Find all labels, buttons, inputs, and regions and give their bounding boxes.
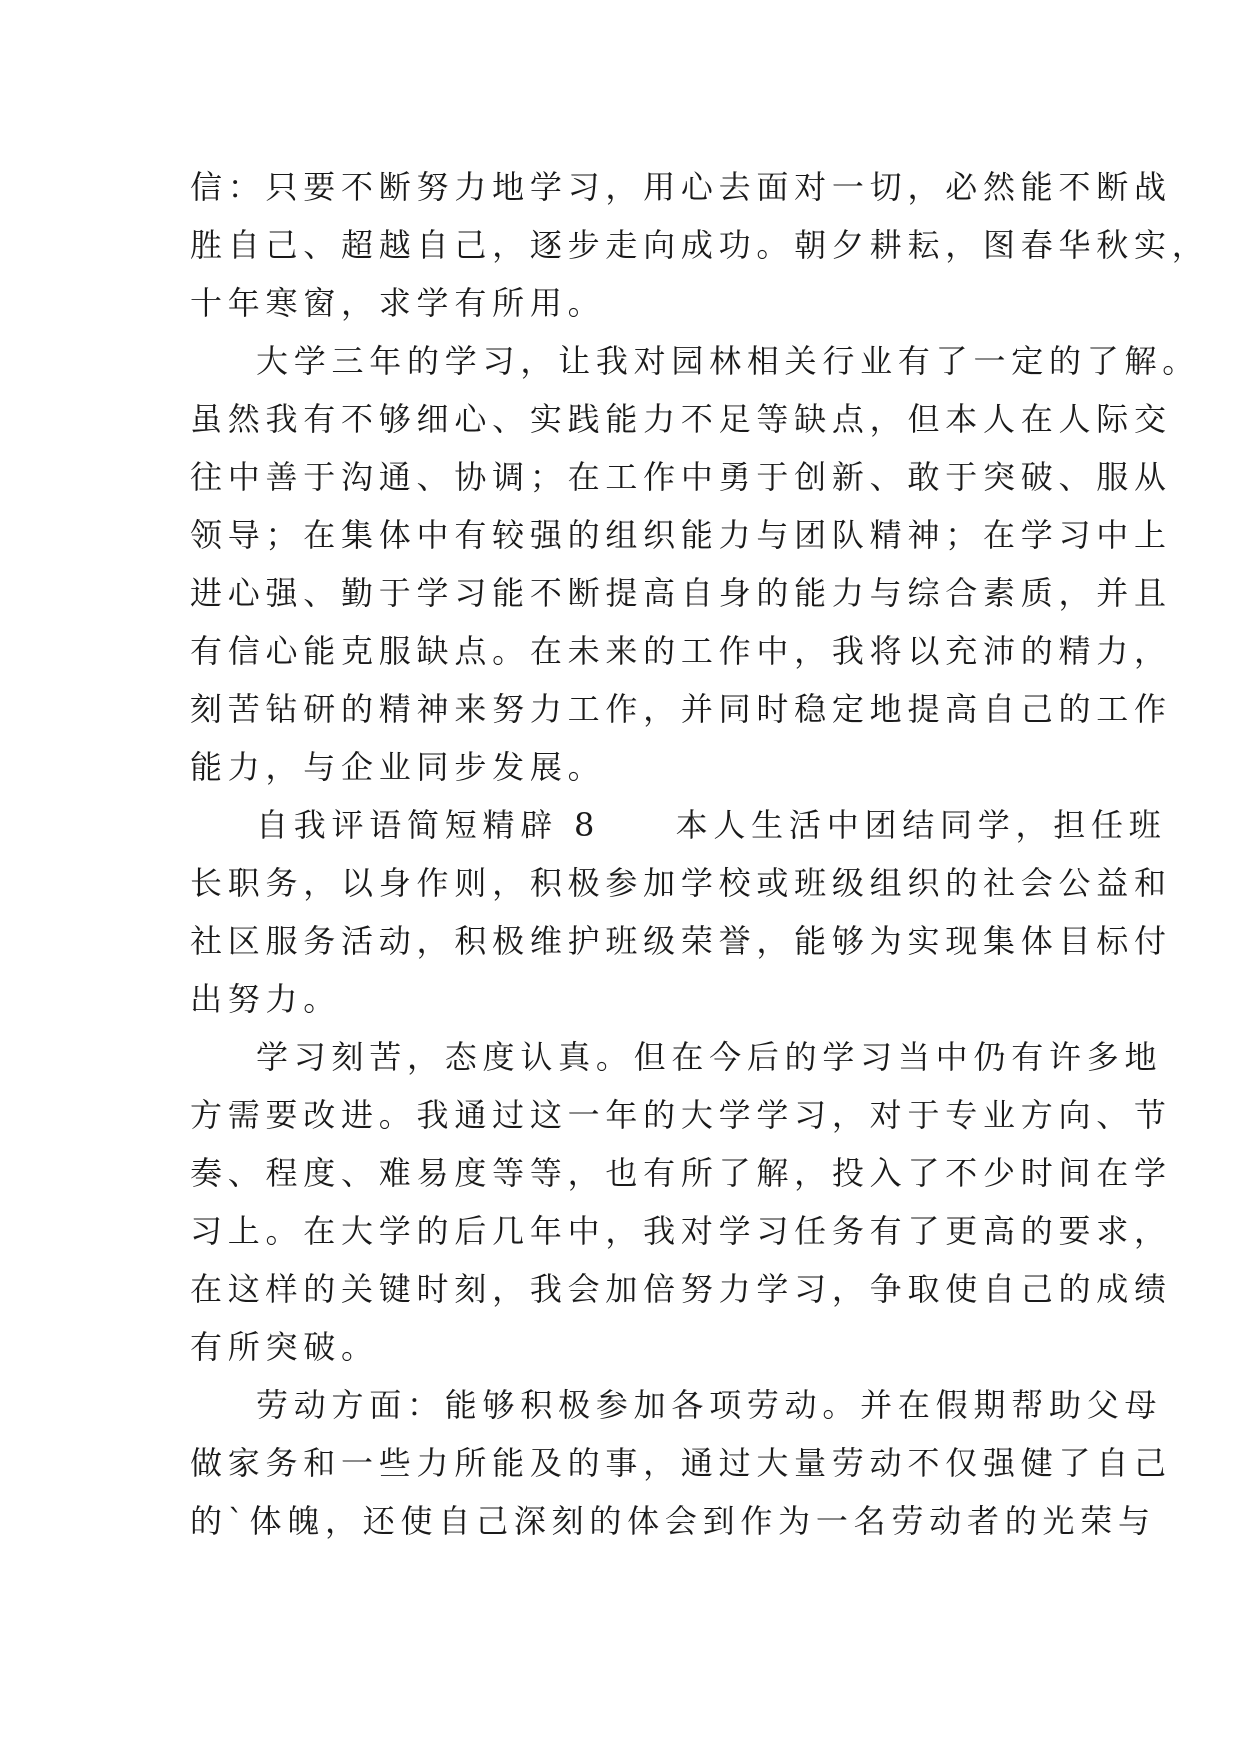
text-line: 有信心能克服缺点。在未来的工作中，我将以充沛的精力， — [190, 632, 1172, 670]
text-line: 信：只要不断努力地学习，用心去面对一切，必然能不断战 — [190, 168, 1172, 206]
paragraph-first-line: 劳动方面：能够积极参加各项劳动。并在假期帮助父母 — [256, 1386, 1163, 1424]
paragraph-first-line: 自我评语简短精辟 8 本人生活中团结同学，担任班 — [256, 806, 1167, 844]
text-line: 方需要改进。我通过这一年的大学学习，对于专业方向、节 — [190, 1096, 1172, 1134]
text-line: 往中善于沟通、协调；在工作中勇于创新、敢于突破、服从 — [190, 458, 1172, 496]
text-line: 在这样的关键时刻，我会加倍努力学习，争取使自己的成绩 — [190, 1270, 1172, 1308]
text-line: 能力，与企业同步发展。 — [190, 748, 606, 786]
paragraph-first-line: 学习刻苦，态度认真。但在今后的学习当中仍有许多地 — [256, 1038, 1163, 1076]
text-line: 习上。在大学的后几年中，我对学习任务有了更高的要求， — [190, 1212, 1172, 1250]
text-line: 做家务和一些力所能及的事，通过大量劳动不仅强健了自己 — [190, 1444, 1172, 1482]
document-body — [190, 158, 1210, 1550]
text-line: 进心强、勤于学习能不断提高自身的能力与综合素质，并且 — [190, 574, 1172, 612]
text-line: 领导；在集体中有较强的组织能力与团队精神；在学习中上 — [190, 516, 1172, 554]
text-line: 有所突破。 — [190, 1328, 379, 1366]
paragraph-first-line: 大学三年的学习，让我对园林相关行业有了一定的了解。 — [256, 342, 1201, 380]
text-line: 奏、程度、难易度等等，也有所了解，投入了不少时间在学 — [190, 1154, 1172, 1192]
text-line: 长职务，以身作则，积极参加学校或班级组织的社会公益和 — [190, 864, 1172, 902]
text-line: 虽然我有不够细心、实践能力不足等缺点，但本人在人际交 — [190, 400, 1172, 438]
text-line: 社区服务活动，积极维护班级荣誉，能够为实现集体目标付 — [190, 922, 1172, 960]
text-line: 胜自己、超越自己，逐步走向成功。朝夕耕耘，图春华秋实， — [190, 226, 1210, 264]
text-line: 的`体魄，还使自己深刻的体会到作为一名劳动者的光荣与 — [190, 1502, 1156, 1540]
text-line: 出努力。 — [190, 980, 342, 1018]
text-line: 刻苦钻研的精神来努力工作，并同时稳定地提高自己的工作 — [190, 690, 1172, 728]
text-line: 十年寒窗，求学有所用。 — [190, 284, 606, 322]
